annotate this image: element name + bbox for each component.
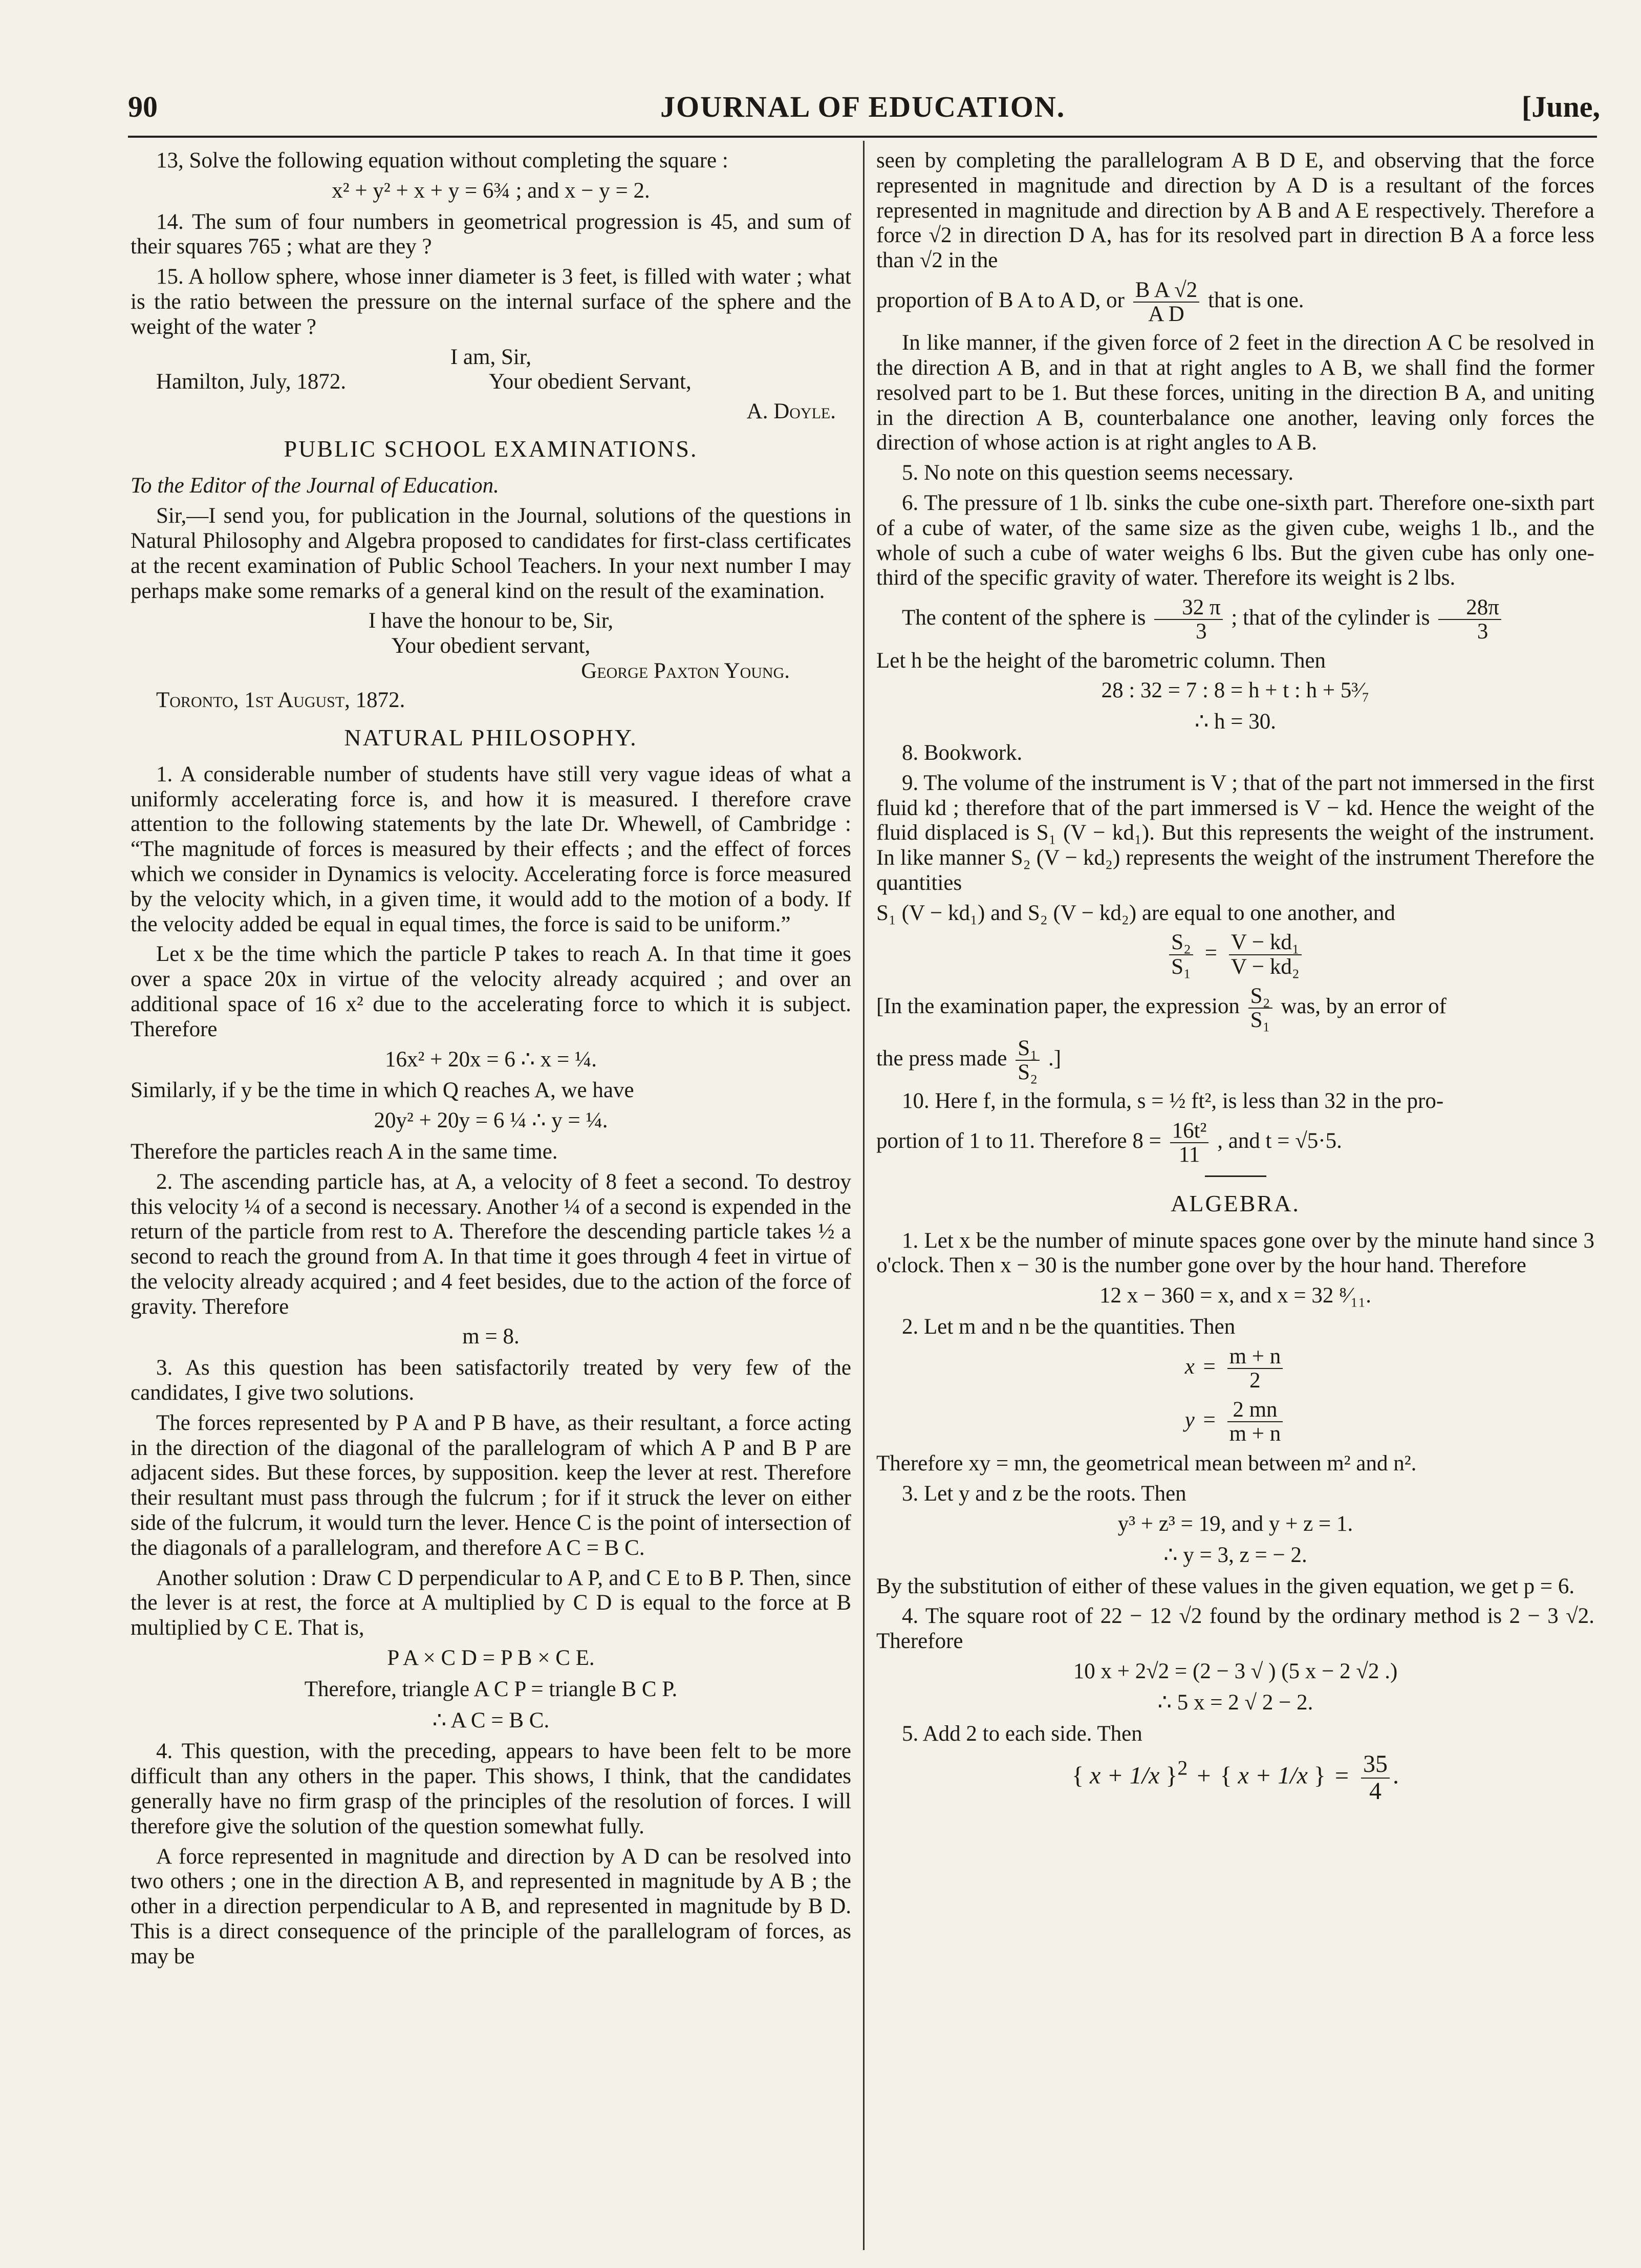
fraction-numerator: 16t² xyxy=(1170,1119,1209,1143)
np-10b-pre: portion of 1 to 11. Therefore 8 = xyxy=(876,1129,1161,1153)
section-rule xyxy=(1205,1175,1266,1177)
alg-answer-2: 2. Let m and n be the quantities. Then xyxy=(902,1315,1236,1339)
fraction-denominator: 3 xyxy=(1196,619,1207,644)
np-answer-1d: Therefore the particles reach A in the same time. xyxy=(131,1139,558,1164)
np-9d-pre: the press made xyxy=(876,1046,1007,1071)
np-10b-post: , and t = √5·5. xyxy=(1217,1129,1342,1153)
alg-equation-4a: 10 x + 2√2 = (2 − 3 √ ) (5 x − 2 √2 .) xyxy=(1073,1659,1398,1683)
fraction-numerator: 2 mn xyxy=(1227,1398,1283,1422)
fraction-denominator: 4 xyxy=(1369,1777,1382,1805)
page-header xyxy=(128,90,1600,131)
fraction-numerator: S₂ xyxy=(1248,985,1272,1009)
np-answer-9c xyxy=(876,985,1594,1032)
brace-close: } xyxy=(1313,1762,1326,1789)
np-answer-4: 4. This question, with the preceding, appears to have been felt to be more difficult than any others in the paper. This shows, I think, that the candidates generally have no firm grasp of the principles of the resolution of forces. I will therefore give the solution of the question somewhat fully. xyxy=(131,1739,851,1838)
fraction-numerator: S₂ xyxy=(1169,931,1193,955)
np-answer-3b: The forces represented by P A and P B have, as their resultant, a force acting in the direction of the diagonal of the parallelogram of which A P and B P are adjacent sides. But these forces, by supposition. keep the lever at rest. Therefore their resultant must pass through the fulcrum ; for if it struck the lever on either side of the fulcrum, it would turn the lever. Hence C is the point of intersection of the diagonals of a parallelogram, and therefore A C = B C. xyxy=(131,1410,851,1560)
heading-algebra: ALGEBRA. xyxy=(1171,1190,1300,1217)
fraction-s2-s1 xyxy=(1169,931,1193,978)
np-9c-post: was, by an error of xyxy=(1281,994,1446,1018)
page-number: 90 xyxy=(128,90,158,123)
heading-natural-philosophy: NATURAL PHILOSOPHY. xyxy=(344,724,638,751)
np-answer-6b xyxy=(876,596,1594,643)
fraction-s2-s1-b xyxy=(1248,985,1272,1032)
fraction-16t2-11 xyxy=(1170,1119,1209,1166)
np-equation-6: ∴ A C = B C. xyxy=(432,1708,550,1732)
letter-servant: Your obedient servant, xyxy=(391,634,591,658)
fraction-denominator: S₁ xyxy=(1250,1008,1270,1032)
np-answer-1b: Let x be the time which the particle P takes to reach A. In that time it goes over a space 20x in virtue of the velocity already acquired ; and over an additional space of 16 x² due to the accelerating force to which it is subject. Therefore xyxy=(131,942,851,1041)
alg-equation-1: 12 x − 360 = x, and x = 32 ⁸⁄₁₁. xyxy=(1099,1283,1371,1308)
np-equation-1: 16x² + 20x = 6 ∴ x = ¼. xyxy=(384,1047,597,1072)
alg-answer-2b: Therefore xy = mn, the geometrical mean between m² and n². xyxy=(876,1451,1417,1476)
question-13-equation: x² + y² + x + y = 6¾ ; and x − y = 2. xyxy=(332,178,650,203)
np-answer-3c: Another solution : Draw C D perpendicular to A P, and C E to B P. Then, since the lever is at rest, the force at A multiplied by C D is equal to the force at B multiplied by C E. That is, xyxy=(131,1566,851,1640)
np-4d-pre: proportion of B A to A D, or xyxy=(876,288,1125,312)
alg-equation-3b: ∴ y = 3, z = − 2. xyxy=(1163,1543,1307,1567)
np-answer-4c: seen by completing the parallelogram A B D E, and observing that the force represented in magnitude and direction by A D is a resultant of the forces represented in magnitude and direction by A B and A E respectively. Therefore a force √2 in direction D A, has for its resolved part in direction B A a force less than √2 in the xyxy=(876,148,1594,273)
journal-title: JOURNAL OF EDUCATION. xyxy=(660,90,1066,123)
np-answer-8: 8. Bookwork. xyxy=(902,740,1023,765)
np-9c-pre: [In the examination paper, the expression xyxy=(876,994,1240,1018)
np-answer-6: 6. The pressure of 1 lb. sinks the cube one-sixth part. Therefore one-sixth part of a cube of water, of the same size as the given cube, weighs 1 lb., and the whole of such a cube of water weighs 6 lbs. But the given cube has only one-third of the specific gravity of water. Therefore its weight is 2 lbs. xyxy=(876,491,1594,590)
alg-equation-5: { x + 1/x }$^2$ + { x + 1/x } = $\frac{35}{4}$ . xyxy=(1071,1750,1399,1805)
fraction-denominator: m + n xyxy=(1229,1422,1281,1446)
alg-answer-4: 4. The square root of 22 − 12 √2 found by the ordinary method is 2 − 3 √2. Therefore xyxy=(876,1604,1594,1654)
signoff-row xyxy=(131,370,851,396)
var-y: y xyxy=(1184,1408,1195,1432)
right-column xyxy=(876,148,1594,1810)
np-answer-4b: A force represented in magnitude and direction by A D can be resolved into two others ; one in the direction A B, and represented in magnitude by A B ; the other in a direction perpendicular to A B, and represented in magnitude by B D. This is a direct consequence of the principle of the parallelogram of forces, as may be xyxy=(131,1844,851,1969)
fraction-denominator: 2 xyxy=(1249,1368,1261,1393)
np-answer-9b: S₁ (V − kd₁) and S₂ (V − kd₂) are equal to one another, and xyxy=(876,901,1395,925)
letter-place-date: Toronto, 1st August, 1872. xyxy=(156,688,405,712)
equals-sign: = xyxy=(1334,1762,1349,1789)
brace-open: { xyxy=(1071,1762,1084,1789)
heading-public-school-examinations: PUBLIC SCHOOL EXAMINATIONS. xyxy=(284,436,698,462)
alg-answer-1: 1. Let x be the number of minute spaces gone over by the minute hand since 3 o'clock. Then x − 30 is the number gone over by the hour hand. Therefore xyxy=(876,1228,1594,1278)
fraction-sphere xyxy=(1154,596,1222,643)
np-answer-4d xyxy=(876,279,1594,326)
question-13: 13, Solve the following equation without completing the square : xyxy=(156,148,728,173)
np-equation-8: ∴ h = 30. xyxy=(1194,710,1277,734)
alg-answer-3b: By the substitution of either of these values in the given equation, we get p = 6. xyxy=(876,1574,1575,1598)
np-answer-10: 10. Here f, in the formula, s = ½ ft², is less than 32 in the pro- xyxy=(902,1089,1444,1114)
brace-close: } xyxy=(1165,1762,1178,1789)
header-rule xyxy=(128,136,1597,138)
issue-month: [June, xyxy=(1521,90,1600,123)
signoff-place: Hamilton, July, 1872. xyxy=(156,370,347,394)
np-6b-mid: ; that of the cylinder is xyxy=(1231,606,1430,630)
fraction-numerator: S₁ xyxy=(1016,1037,1040,1061)
letter-signature: George Paxton Young. xyxy=(581,658,790,683)
np-equation-2: 20y² + 20y = 6 ¼ ∴ y = ¼. xyxy=(374,1108,608,1133)
fraction-denominator: V − kd₂ xyxy=(1230,954,1300,979)
np-answer-1c: Similarly, if y be the time in which Q reaches A, we have xyxy=(131,1078,634,1103)
alg-5-square: 2 xyxy=(1177,1756,1188,1780)
to-editor: To the Editor of the Journal of Education. xyxy=(131,474,499,498)
fraction-ba-ad xyxy=(1133,279,1200,326)
equals-sign: = xyxy=(1203,1354,1216,1379)
np-answer-1: 1. A considerable number of students have still very vague ideas of what a uniformly accelerating force is, and how it is measured. I therefore crave attention to the following statements by the late Dr. Whewell, of Cambridge : “The magnitude of forces is measured by their effects ; and the effect of forces which we consider in Dynamics is velocity. Accelerating force is force measured by the velocity which, in a given time, it would add to the motion of a body. If the velocity added be equal in equal times, the force is said to be uniform.” xyxy=(131,762,851,936)
fraction-x xyxy=(1227,1345,1283,1392)
np-answer-6c: Let h be the height of the barometric column. Then xyxy=(876,648,1326,673)
alg-5-term-1: x + 1/x xyxy=(1090,1762,1160,1789)
alg-5-term-2: x + 1/x xyxy=(1238,1762,1308,1789)
question-15: 15. A hollow sphere, whose inner diameter is 3 feet, is filled with water ; what is the ratio between the pressure on the internal surface of the sphere and the weight of the water ? xyxy=(131,265,851,339)
var-x: x xyxy=(1184,1354,1195,1379)
equals-sign: = xyxy=(1203,1408,1216,1432)
fraction-denominator: A D xyxy=(1148,302,1184,327)
np-equation-9 xyxy=(876,931,1594,978)
alg-equation-3a: y³ + z³ = 19, and y + z = 1. xyxy=(1117,1511,1353,1536)
np-4d-post: that is one. xyxy=(1208,288,1304,312)
question-14: 14. The sum of four numbers in geometrical progression is 45, and sum of their squares 765 ; what are they ? xyxy=(131,209,851,259)
fraction-numerator: m + n xyxy=(1227,1345,1283,1369)
np-answer-10b xyxy=(876,1119,1594,1166)
fraction-denominator: S₁ xyxy=(1171,954,1192,979)
signoff-am: I am, Sir, xyxy=(450,345,532,369)
fraction-numerator: 28π xyxy=(1438,596,1501,620)
np-equation-7: 28 : 32 = 7 : 8 = h + t : h + 5³⁄₇ xyxy=(1101,678,1370,703)
fraction-denominator: S₂ xyxy=(1018,1060,1038,1085)
np-9d-post: .] xyxy=(1048,1046,1062,1071)
left-column xyxy=(131,148,851,1975)
fraction-y xyxy=(1227,1398,1283,1445)
alg-equation-y xyxy=(876,1398,1594,1445)
np-answer-4e: In like manner, if the given force of 2 feet in the direction A C be resolved in the direction A B, and in that at right angles to A B, we shall find the former resolved part to be 1. But these forces, uniting in the direction B A, and uniting in the direction A B, counterbalance one another, leaving only forces the direction of whose action is at right angles to A B. xyxy=(876,331,1594,455)
alg-equation-4b: ∴ 5 x = 2 √ 2 − 2. xyxy=(1157,1690,1313,1715)
fraction-numerator: B A √2 xyxy=(1133,279,1200,303)
signoff-name: A. Doyle. xyxy=(746,399,836,424)
fraction-denominator: 3 xyxy=(1477,619,1488,644)
letter-honour: I have the honour to be, Sir, xyxy=(368,609,614,633)
np-answer-2: 2. The ascending particle has, at A, a velocity of 8 feet a second. To destroy this velocity ¼ of a second is necessary. Another ¼ of a second is expended in the return of the particle from rest to A. Therefore the descending particle takes ½ a second to reach the ground from A. In that time it goes through 4 feet in virtue of the velocity already acquired ; and 4 feet besides, due to the action of the force of gravity. Therefore xyxy=(131,1169,851,1319)
letter-body: Sir,—I send you, for publication in the Journal, solutions of the questions in Natural Philosophy and Algebra proposed to candidates for first-class certificates at the recent examination of Public School Teachers. In your next number I may perhaps make some remarks of a general kind on the result of the examination. xyxy=(131,504,851,603)
fraction-numerator: V − kd₁ xyxy=(1229,931,1302,955)
alg-equation-x xyxy=(876,1345,1594,1392)
np-equation-5: Therefore, triangle A C P = triangle B C P. xyxy=(304,1677,678,1701)
np-answer-3: 3. As this question has been satisfactorily treated by very few of the candidates, I give two solutions. xyxy=(131,1356,851,1405)
fraction-35-4 xyxy=(1361,1751,1390,1804)
fraction-volumes xyxy=(1229,931,1302,978)
fraction-s1-s2 xyxy=(1016,1037,1040,1084)
fraction-numerator: 35 xyxy=(1361,1751,1390,1778)
signoff-servant: Your obedient Servant, xyxy=(489,370,692,394)
np-equation-4: P A × C D = P B × C E. xyxy=(387,1646,595,1671)
equals-sign: = xyxy=(1204,940,1218,965)
np-answer-9: 9. The volume of the instrument is V ; that of the part not immersed in the first fluid kd ; therefore that of the part immersed is V − kd. Hence the weight of the fluid displaced is S₁ (V − kd₁). But this represents the weight of the instrument. In like manner S₂ (V − kd₂) represents the weight of the instrument Therefore the quantities xyxy=(876,771,1594,895)
alg-answer-3: 3. Let y and z be the roots. Then xyxy=(902,1482,1186,1506)
plus-sign: + xyxy=(1197,1762,1211,1789)
alg-answer-5: 5. Add 2 to each side. Then xyxy=(902,1721,1142,1746)
column-divider xyxy=(863,141,865,2250)
np-answer-5: 5. No note on this question seems necessary. xyxy=(902,461,1294,485)
fraction-cylinder xyxy=(1438,596,1501,643)
fraction-denominator: 11 xyxy=(1178,1143,1200,1167)
np-6b-pre: The content of the sphere is xyxy=(902,606,1146,630)
fraction-numerator: 32 π xyxy=(1154,596,1222,620)
np-equation-3: m = 8. xyxy=(462,1324,520,1349)
brace-open: { xyxy=(1220,1762,1232,1789)
np-answer-9d xyxy=(876,1037,1594,1084)
